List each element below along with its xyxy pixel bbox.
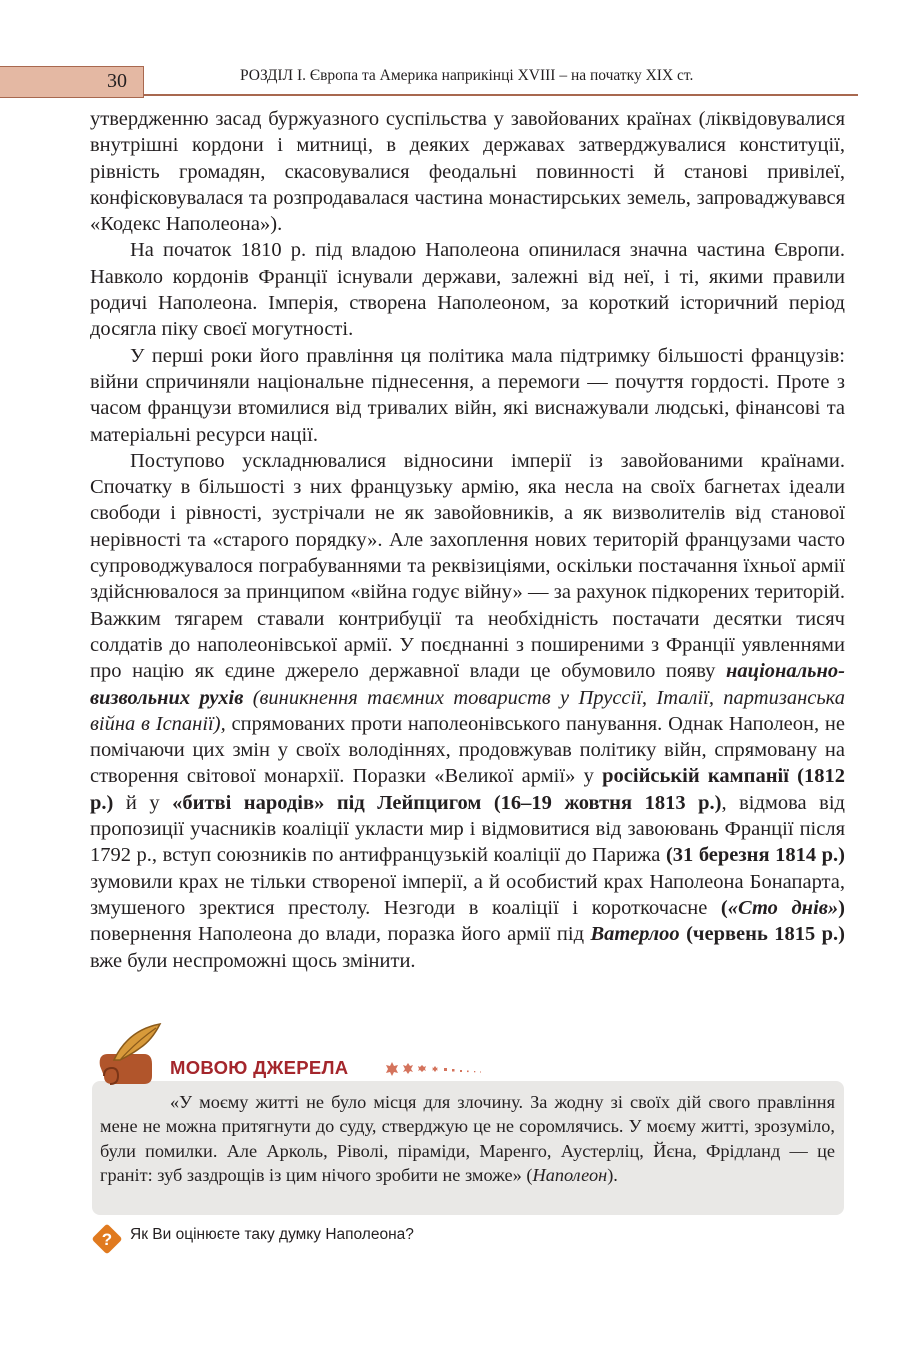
term-paris-date: (31 березня 1814 р.) xyxy=(665,844,845,867)
p4-text-a: Поступово ускладнювалися відносини імперії із завойованими країнами. Спочатку в більшості з них французьку армію, яка несла на своїх багнетах ідеали свободи і рівності, зустрічали не як завойовників, а як визволителів від станової нерівності та «старого порядку». Але захоплення нових територій французами часто супроводжувалося пограбуваннями та реквізиціями, оскільки постачання їхньої армії здійснювалося за принципом «війна годує війну» — за рахунок підкорених територій. Важким тягарем ставали контрибуції та необхідність постачати десятки тисяч солдатів до наполеонівської армії. У поєднанні з поширеними з Франції уявленнями про націю як єдине джерело державної влади це обумовило появу xyxy=(90,449,845,683)
p4-text-f: повернення Наполеона до влади, поразка його армії під xyxy=(90,923,591,946)
page-number: 30 xyxy=(107,70,127,92)
quill-scroll-icon xyxy=(94,1020,166,1092)
p4-text-g: вже були неспроможні щось змінити. xyxy=(90,949,416,972)
main-text xyxy=(90,106,845,974)
p4-text-b: спрямованих проти наполеонівського панування. Однак Наполеон, не помічаючи цих змін у своїх володіннях, продовжував політику війн, спрямовану на створення світової монархії. Поразки «Великої армії» у xyxy=(90,712,845,788)
paragraph-4 xyxy=(90,448,845,974)
source-heading: МОВОЮ ДЖЕРЕЛА xyxy=(170,1057,349,1078)
question-diamond-icon xyxy=(90,1222,124,1256)
quote-author: Наполеон xyxy=(532,1165,608,1186)
term-waterloo-date: (червень 1815 р.) xyxy=(679,923,846,946)
author-close: ). xyxy=(607,1165,618,1186)
running-title: РОЗДІЛ І. Європа та Америка наприкінці XVIII – на початку ХІХ ст. xyxy=(240,67,694,84)
p4-italic-note: (виникнення таємних товариств у Пруссії, Італії, партизанська війна в Іспанії), xyxy=(90,686,845,735)
term-hundred-days: «Сто днів» xyxy=(727,896,839,919)
term-national-liberation: національно-визвольних рухів xyxy=(90,660,845,709)
svg-text:?: ? xyxy=(101,1230,113,1249)
p4-text-e: зумовили крах не тільки створеної імперії, а й особистий крах Наполеона Бонапарта, змушеного зректися престолу. Незгоди в коаліції і короткочасне xyxy=(90,870,845,919)
paragraph-1: утвердженню засад буржуазного суспільства у завойованих країнах (ліквідовувалися внутрішні кордони і митниці, в деяких державах затверджувалися конституції, рівність громадян, скасовувалися феодальні повинності й станові привілеї, конфісковувалася та розпродавалася частина монастирських земель, запроваджувався «Кодекс Наполеона»). xyxy=(90,108,845,236)
paragraph-2: На початок 1810 р. під владою Наполеона опинилася значна частина Європи. Навколо кордонів Франції існували держави, залежні від неї, і ті, якими правили родичі Наполеона. Імперія, створена Наполеоном, за короткий історичний період досягла піку своєї могутності. xyxy=(90,239,845,341)
author-open: ( xyxy=(521,1165,533,1186)
p4-text-c: й у xyxy=(113,791,173,814)
term-waterloo: Ватерлоо xyxy=(590,923,680,946)
quote-text: «У моєму житті не було місця для злочину. За жодну зі своїх дій свого правління мене не можна притягнути до суду, стверджую це не соромлячись. У моєму житті, зрозуміло, були помилки. Але Арколь, Ріволі, піраміди, Маренго, Аустерліц, Йєна, Фрідланд — це граніт: зуб заздрощів із цим нічого зробити не зможе» xyxy=(100,1092,835,1186)
p4-text-d: , відмова від пропозиції учасників коаліції укласти мир і відмовитися від завоювань Франції після 1792 р., вступ союзників по антифранцузькій коаліції до Парижа xyxy=(90,791,845,867)
hundred-days-open: ( xyxy=(720,896,728,919)
header-rule xyxy=(144,94,858,96)
paragraph-3: У перші роки його правління ця політика мала підтримку більшості французів: війни спричиняли національне піднесення, а перемоги — почуття гордості. Проте з часом французи втомилися від тривалих війн, які виснажували людські, фінансові та матеріальні ресурси нації. xyxy=(90,344,845,446)
review-question: Як Ви оцінюєте таку думку Наполеона? xyxy=(130,1226,414,1243)
ornament-decoration xyxy=(384,1060,494,1078)
hundred-days-close: ) xyxy=(838,896,845,919)
term-russian-campaign: російській кампанії (1812 р.) xyxy=(90,765,845,814)
source-quote xyxy=(100,1090,835,1188)
term-leipzig: «битві народів» під Лейпцигом (16–19 жовтня 1813 р.) xyxy=(172,791,722,814)
